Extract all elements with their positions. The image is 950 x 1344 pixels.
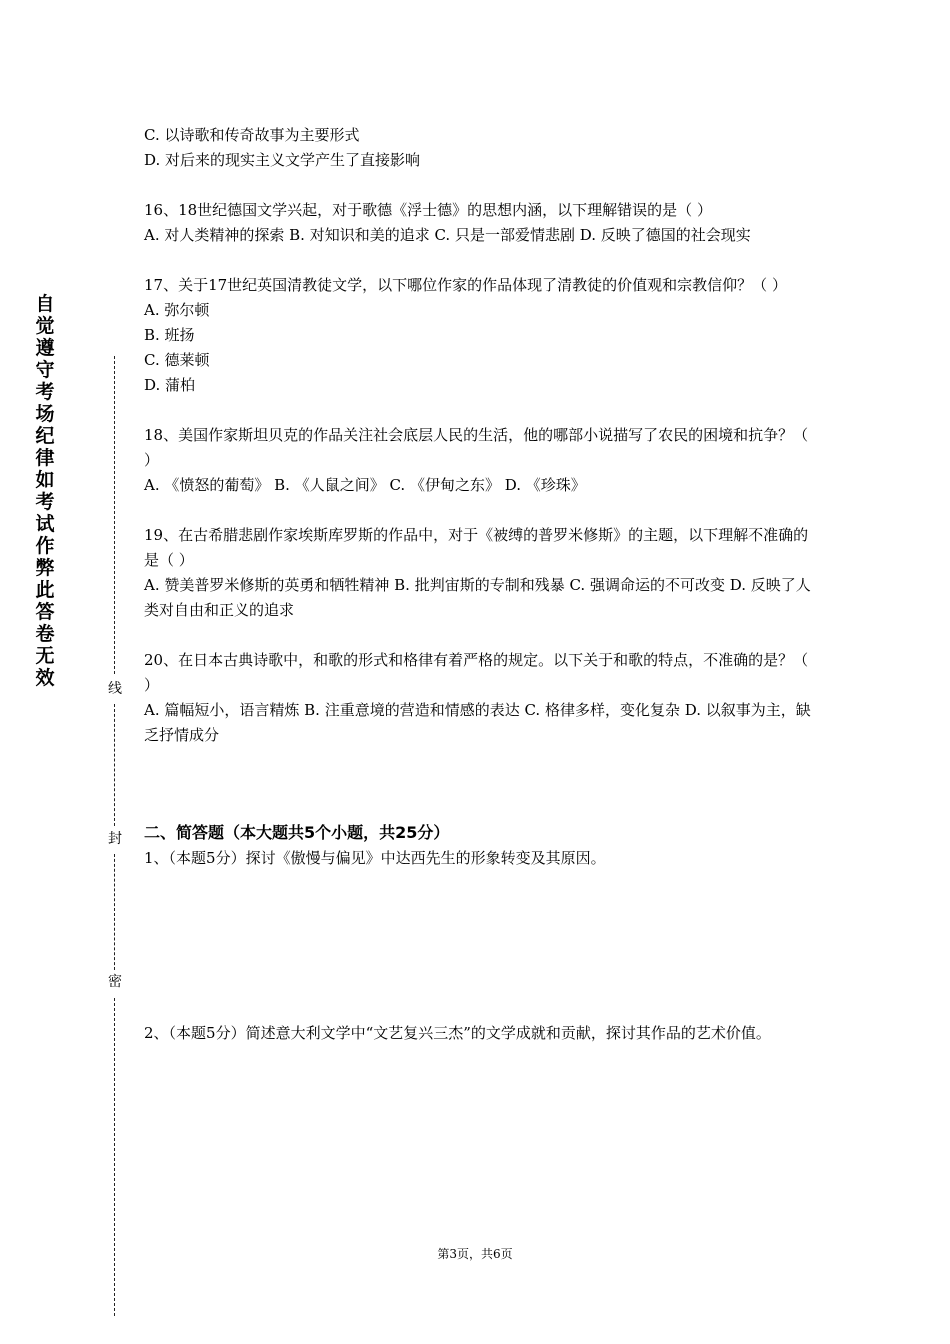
page-number: 第3页，共6页 <box>437 1247 513 1261</box>
question-stem: 18、美国作家斯坦贝克的作品关注社会底层人民的生活，他的哪部小说描写了农民的困境和抗争？（ ） <box>144 426 809 469</box>
question-stem: 20、在日本古典诗歌中，和歌的形式和格律有着严格的规定。以下关于和歌的特点，不准确的是？（ ） <box>144 651 809 694</box>
binding-dashed-line <box>114 356 115 674</box>
question-18 <box>144 423 814 498</box>
question-20 <box>144 648 814 748</box>
question-17 <box>144 273 814 398</box>
option-line: C. 以诗歌和传奇故事为主要形式 <box>144 126 360 144</box>
question-stem: 17、关于17世纪英国清教徒文学，以下哪位作家的作品体现了清教徒的价值观和宗教信仰？（ ） <box>144 276 787 294</box>
question-list <box>144 123 814 773</box>
question-options: A. 篇幅短小，语言精炼 B. 注重意境的营造和情感的表达 C. 格律多样，变化复杂 D. 以叙事为主，缺乏抒情成分 <box>144 701 811 744</box>
binding-label-line: 线 <box>108 681 122 697</box>
section-title: 二、简答题（本大题共5个小题，共25分） <box>144 823 450 842</box>
question-16 <box>144 198 814 248</box>
binding-dashed-line <box>114 998 115 1316</box>
binding-dashed-line <box>114 704 115 826</box>
option-line: B. 班扬 <box>144 326 195 344</box>
question-options: A. 《愤怒的葡萄》 B. 《人鼠之间》 C. 《伊甸之东》 D. 《珍珠》 <box>144 476 586 494</box>
question-15-continued <box>144 123 814 173</box>
binding-dashed-line <box>114 854 115 970</box>
exam-warning-vertical: 自觉遵守考场纪律如考试作弊此答卷无效 <box>35 293 55 689</box>
option-line: C. 德莱顿 <box>144 351 210 369</box>
question-options: A. 赞美普罗米修斯的英勇和牺牲精神 B. 批判宙斯的专制和残暴 C. 强调命运的不可改变 D. 反映了人类对自由和正义的追求 <box>144 576 811 619</box>
question-options: A. 对人类精神的探索 B. 对知识和美的追求 C. 只是一部爱情悲剧 D. 反映了德国的社会现实 <box>144 226 751 244</box>
option-line: A. 弥尔顿 <box>144 301 210 319</box>
binding-label-seal: 封 <box>108 831 122 847</box>
short-answer-question-2: 2、（本题5分）简述意大利文学中“文艺复兴三杰”的文学成就和贡献，探讨其作品的艺术价值。 <box>144 1024 771 1042</box>
question-stem: 16、18世纪德国文学兴起，对于歌德《浮士德》的思想内涵，以下理解错误的是（ ） <box>144 201 712 219</box>
question-stem: 19、在古希腊悲剧作家埃斯库罗斯的作品中，对于《被缚的普罗米修斯》的主题，以下理解不准确的是（ ） <box>144 526 809 569</box>
option-line: D. 蒲柏 <box>144 376 196 394</box>
question-19 <box>144 523 814 623</box>
option-line: D. 对后来的现实主义文学产生了直接影响 <box>144 151 421 169</box>
binding-label-secret: 密 <box>108 974 122 990</box>
short-answer-question-1: 1、（本题5分）探讨《傲慢与偏见》中达西先生的形象转变及其原因。 <box>144 849 606 867</box>
